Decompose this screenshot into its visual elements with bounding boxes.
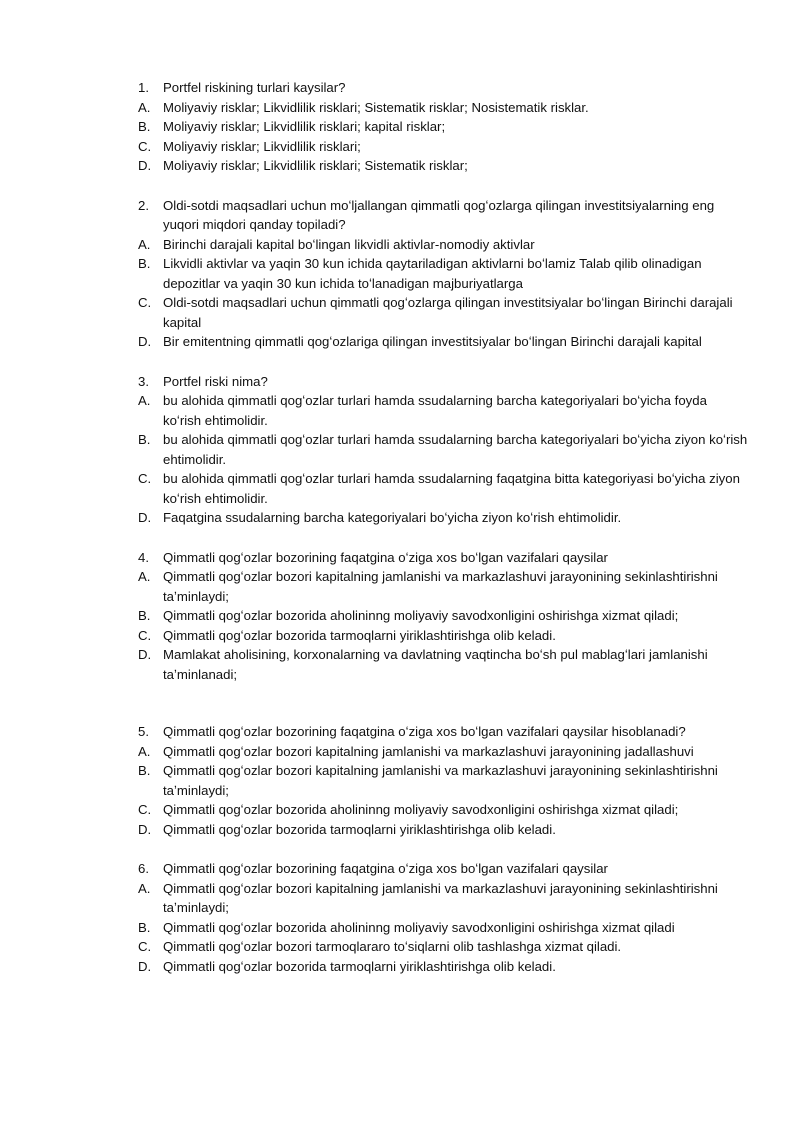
option-text: Qimmatli qogʻozlar bozorida aholininng moliyaviy savodxonligini oshirishga xizmat qiladi; xyxy=(163,802,679,817)
answer-option-d xyxy=(138,957,748,977)
answer-option-b xyxy=(138,918,748,938)
answer-option-b xyxy=(138,606,748,626)
question-text: Portfel riskining turlari kaysilar? xyxy=(163,80,346,95)
option-text: Faqatgina ssudalarning barcha kategoriyalari boʻyicha ziyon koʻrish ehtimolidir. xyxy=(163,510,622,525)
answer-option-c xyxy=(138,293,748,332)
question-number: 1. xyxy=(138,80,149,95)
answer-option-d xyxy=(138,508,748,528)
question-stem xyxy=(138,196,748,235)
option-text: Qimmatli qogʻozlar bozori kapitalning jamlanishi va markazlashuvi jarayonining jadallashuvi xyxy=(163,743,694,759)
question-stem xyxy=(138,859,748,879)
question-stem xyxy=(138,548,748,568)
question-text: Portfel riski nima? xyxy=(163,373,268,389)
question-1 xyxy=(138,78,748,176)
option-text: bu alohida qimmatli qogʻozlar turlari hamda ssudalarning faqatgina bitta kategoriyasi boʻyicha ziyon koʻrish ehtimolidir. xyxy=(163,471,740,506)
option-letter: B. xyxy=(138,432,151,447)
option-text: Moliyaviy risklar; Likvidlilik risklari; Sistematik risklar; xyxy=(163,158,468,173)
option-text: Qimmatli qogʻozlar bozorida aholininng moliyaviy savodxonligini oshirishga xizmat qiladi; xyxy=(163,608,679,623)
answer-option-c xyxy=(138,626,748,646)
question-4 xyxy=(138,548,748,685)
option-letter: B. xyxy=(138,608,151,623)
option-text: Qimmatli qogʻozlar bozorida aholininng moliyaviy savodxonligini oshirishga xizmat qiladi xyxy=(163,919,675,935)
option-letter: D. xyxy=(138,158,152,173)
option-letter: A. xyxy=(138,99,151,115)
answer-option-d xyxy=(138,156,748,176)
option-text: Birinchi darajali kapital boʻlingan likvidli aktivlar-nomodiy aktivlar xyxy=(163,236,535,252)
question-stem xyxy=(138,78,748,98)
option-letter: A. xyxy=(138,743,151,759)
option-letter: C. xyxy=(138,802,152,817)
answer-option-c xyxy=(138,800,748,820)
option-text: Bir emitentning qimmatli qogʻozlariga qilingan investitsiyalar boʻlingan Birinchi darajali kapital xyxy=(163,334,702,349)
option-text: Qimmatli qogʻozlar bozori kapitalning jamlanishi va markazlashuvi jarayonining sekinlashtirishni taʼminlaydi; xyxy=(163,763,718,798)
option-text: Qimmatli qogʻozlar bozorida tarmoqlarni yiriklashtirishga olib keladi. xyxy=(163,627,556,643)
answer-option-b xyxy=(138,761,748,800)
option-text: Qimmatli qogʻozlar bozori kapitalning jamlanishi va markazlashuvi jarayonining sekinlashtirishni taʼminlaydi; xyxy=(163,880,718,915)
option-letter: C. xyxy=(138,138,152,154)
option-letter: C. xyxy=(138,295,152,310)
option-letter: C. xyxy=(138,939,152,954)
option-text: Qimmatli qogʻozlar bozorida tarmoqlarni yiriklashtirishga olib keladi. xyxy=(163,821,556,837)
question-text: Qimmatli qogʻozlar bozorining faqatgina oʻziga xos boʻlgan vazifalari qaysilar xyxy=(163,861,608,876)
answer-option-a xyxy=(138,567,748,606)
option-letter: C. xyxy=(138,627,152,643)
option-letter: A. xyxy=(138,880,151,896)
option-letter: B. xyxy=(138,919,151,935)
option-letter: D. xyxy=(138,958,152,974)
option-letter: A. xyxy=(138,569,151,584)
answer-option-a xyxy=(138,879,748,918)
option-text: bu alohida qimmatli qogʻozlar turlari hamda ssudalarning barcha kategoriyalari boʻyicha foyda koʻrish ehtimolidir. xyxy=(163,393,707,428)
option-text: Mamlakat aholisining, korxonalarning va davlatning vaqtincha boʻsh pul mablagʻlari jamlanishi taʼminlanadi; xyxy=(163,647,708,682)
question-number: 3. xyxy=(138,373,149,389)
answer-option-a xyxy=(138,235,748,255)
option-text: Oldi-sotdi maqsadlari uchun qimmatli qogʻozlarga qilingan investitsiyalar boʻlingan Birinchi darajali kapital xyxy=(163,295,733,330)
answer-option-d xyxy=(138,645,748,684)
answer-option-b xyxy=(138,254,748,293)
question-number: 6. xyxy=(138,861,149,876)
answer-option-c xyxy=(138,137,748,157)
question-text: Qimmatli qogʻozlar bozorining faqatgina oʻziga xos boʻlgan vazifalari qaysilar xyxy=(163,549,608,565)
question-number: 4. xyxy=(138,549,149,565)
option-text: bu alohida qimmatli qogʻozlar turlari hamda ssudalarning barcha kategoriyalari boʻyicha ziyon koʻrish ehtimolidir. xyxy=(163,432,748,467)
answer-option-a xyxy=(138,391,748,430)
question-list xyxy=(138,78,748,996)
option-letter: D. xyxy=(138,334,152,349)
option-letter: A. xyxy=(138,393,151,408)
answer-option-a xyxy=(138,98,748,118)
option-text: Qimmatli qogʻozlar bozorida tarmoqlarni yiriklashtirishga olib keladi. xyxy=(163,958,556,974)
option-text: Qimmatli qogʻozlar bozori tarmoqlararo toʻsiqlarni olib tashlashga xizmat qiladi. xyxy=(163,939,622,954)
option-letter: D. xyxy=(138,821,152,837)
answer-option-a xyxy=(138,742,748,762)
option-text: Moliyaviy risklar; Likvidlilik risklari; Sistematik risklar; Nosistematik risklar. xyxy=(163,99,589,115)
option-text: Qimmatli qogʻozlar bozori kapitalning jamlanishi va markazlashuvi jarayonining sekinlashtirishni taʼminlaydi; xyxy=(163,569,718,604)
question-3 xyxy=(138,372,748,528)
option-letter: C. xyxy=(138,471,152,486)
answer-option-c xyxy=(138,469,748,508)
answer-option-d xyxy=(138,332,748,352)
question-6 xyxy=(138,859,748,976)
question-number: 5. xyxy=(138,724,149,739)
option-text: Likvidli aktivlar va yaqin 30 kun ichida qaytariladigan aktivlarni boʻlamiz Talab qilib olinadigan depozitlar va yaqin 30 kun ichida toʻlanadigan majburiyatlarga xyxy=(163,256,702,291)
answer-option-b xyxy=(138,117,748,137)
option-letter: B. xyxy=(138,256,151,271)
option-text: Moliyaviy risklar; Likvidlilik risklari; xyxy=(163,138,361,154)
question-number: 2. xyxy=(138,197,149,213)
question-text: Oldi-sotdi maqsadlari uchun moʻljallangan qimmatli qogʻozlarga qilingan investitsiyalarning eng yuqori miqdori qanday topiladi? xyxy=(163,197,715,232)
option-letter: D. xyxy=(138,510,152,525)
question-text: Qimmatli qogʻozlar bozorining faqatgina oʻziga xos boʻlgan vazifalari qaysilar hisoblanadi? xyxy=(163,724,686,739)
option-letter: B. xyxy=(138,763,151,778)
option-letter: A. xyxy=(138,236,151,252)
question-stem xyxy=(138,372,748,392)
answer-option-c xyxy=(138,937,748,957)
option-letter: B. xyxy=(138,119,151,134)
question-2 xyxy=(138,196,748,352)
option-letter: D. xyxy=(138,647,152,662)
answer-option-b xyxy=(138,430,748,469)
question-stem xyxy=(138,722,748,742)
question-5 xyxy=(138,722,748,839)
answer-option-d xyxy=(138,820,748,840)
option-text: Moliyaviy risklar; Likvidlilik risklari; kapital risklar; xyxy=(163,119,446,134)
